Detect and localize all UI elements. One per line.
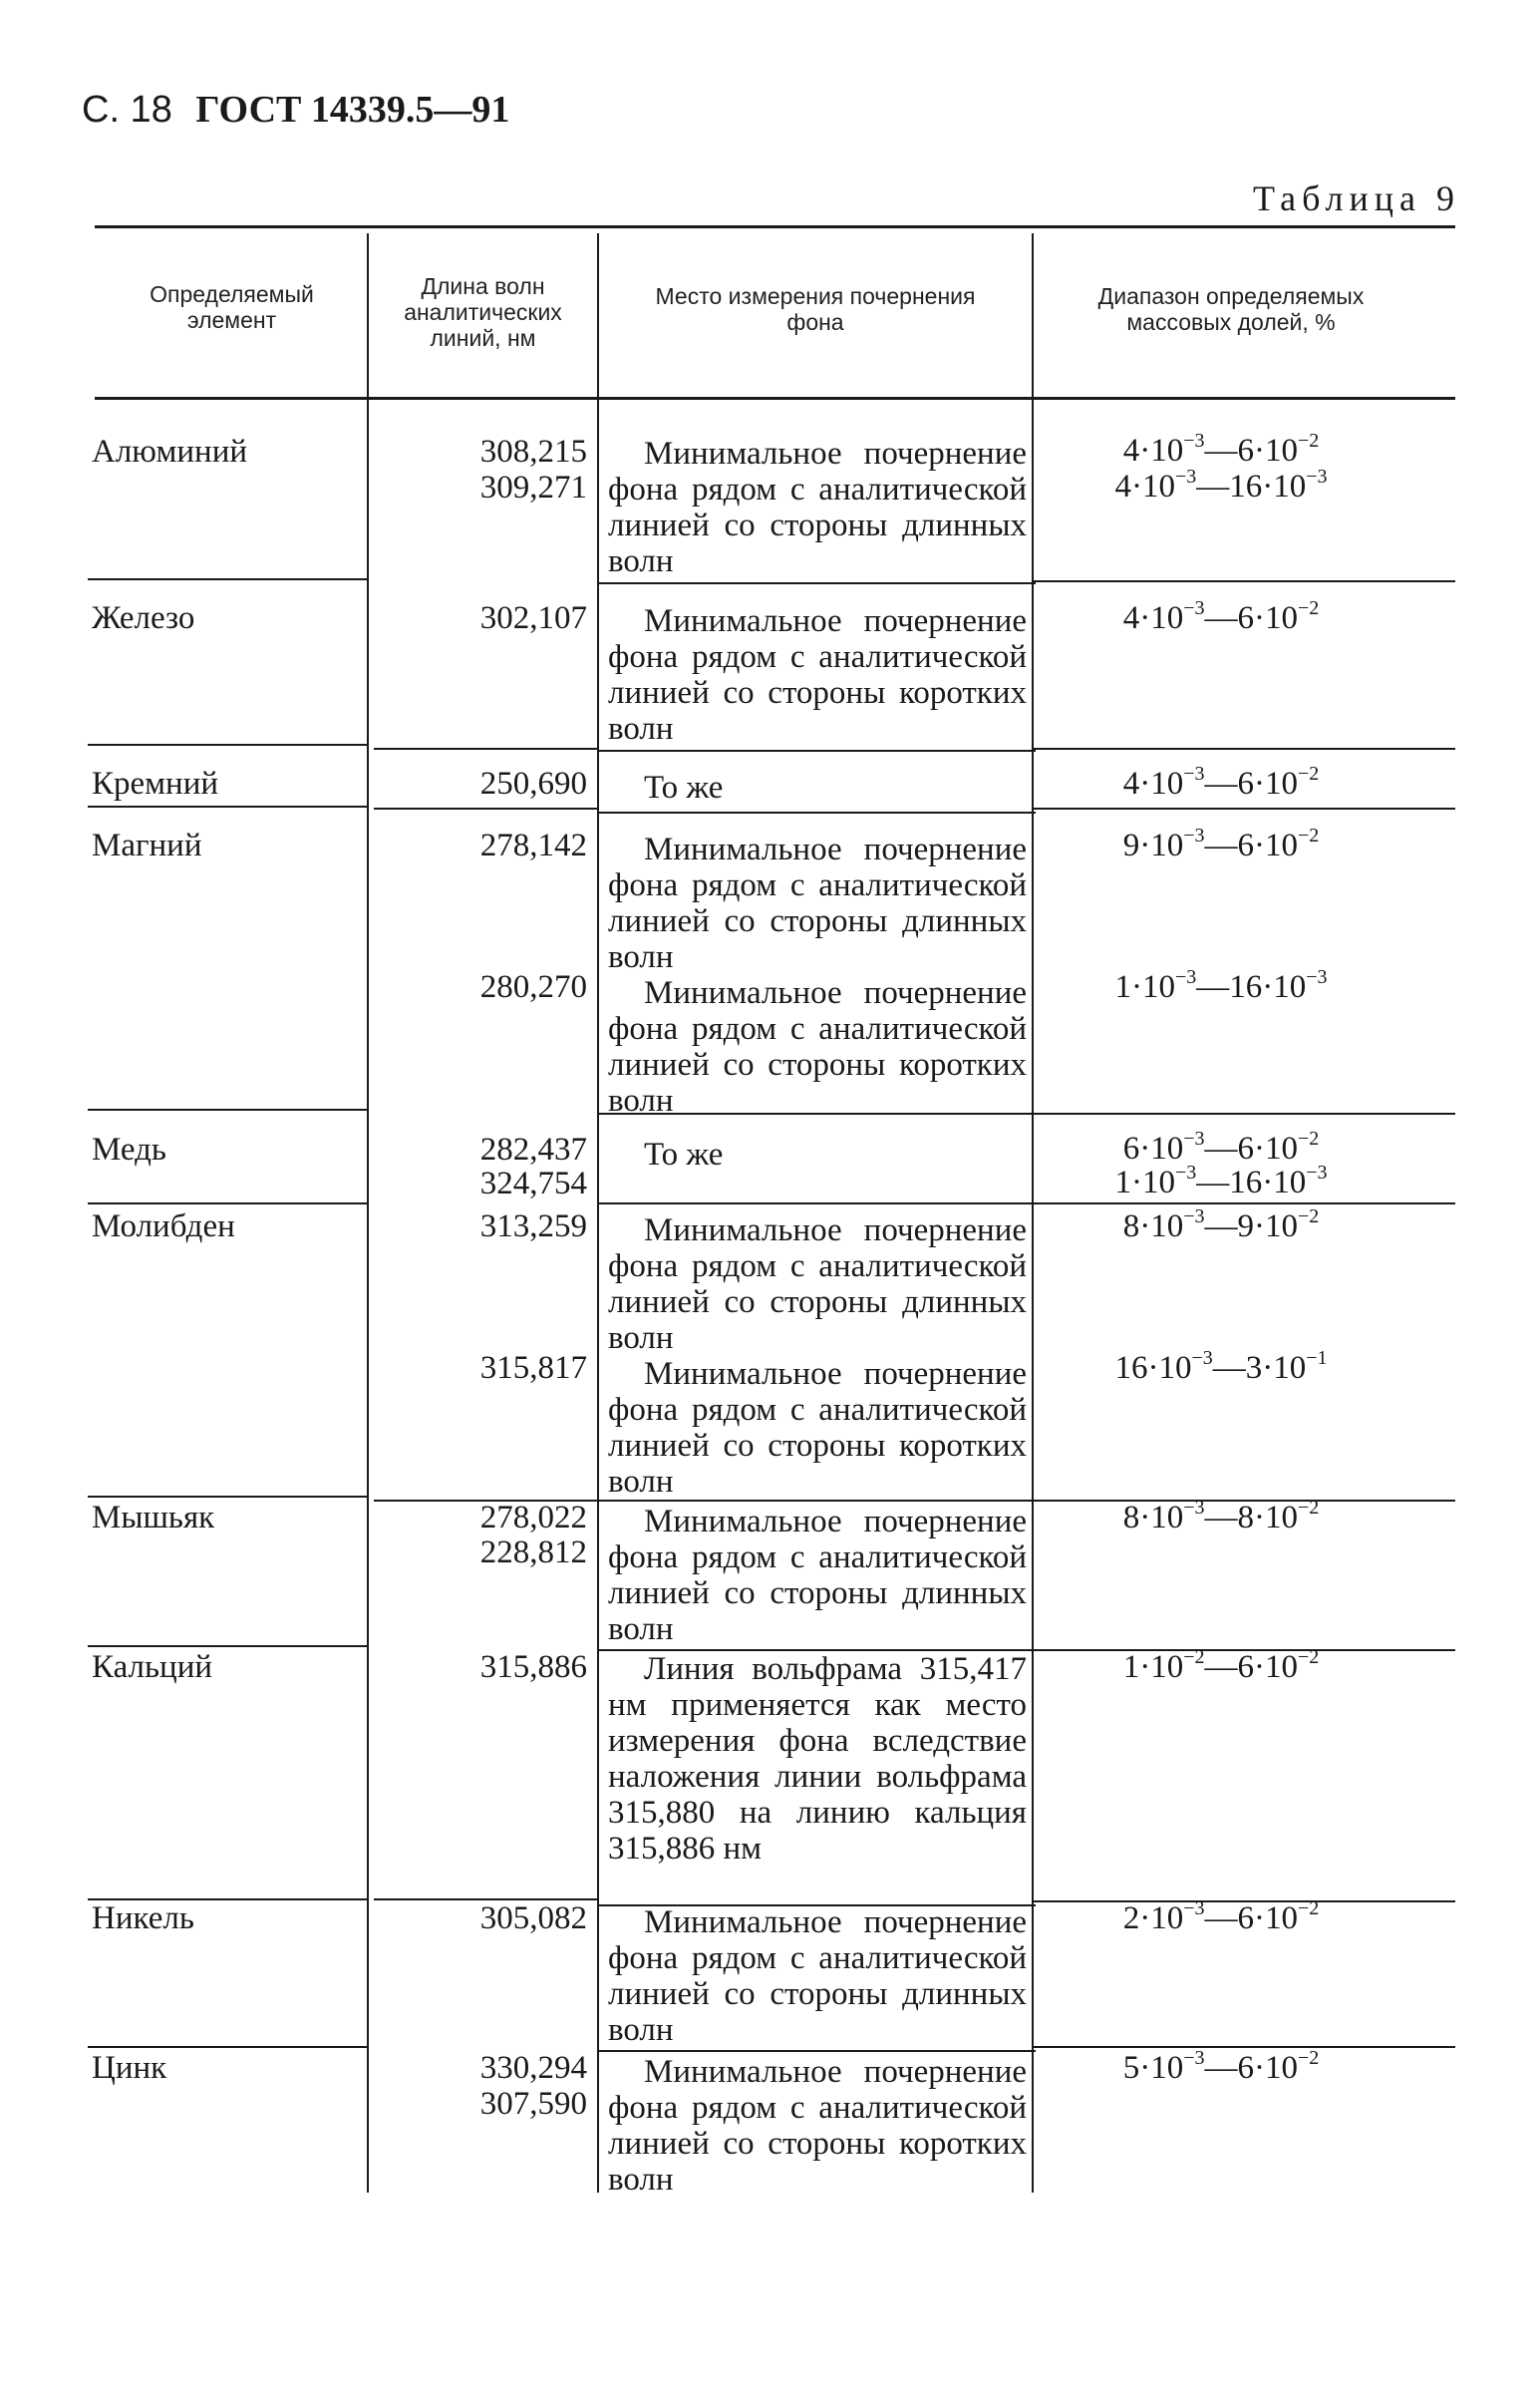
wavelength: 282,437 [479, 1132, 587, 1168]
wavelength: 278,142 [479, 828, 587, 863]
wavelength: 302,107 [479, 600, 587, 636]
range-value: $6\cdot 10^{-3}—6\cdot 10^{-2}$ [1122, 1128, 1320, 1167]
background-description: Минимальное почернение фона рядом с аналитической линией со стороны длинных волн [608, 1904, 1027, 2048]
element-name: Магний [92, 828, 202, 863]
table-caption: Таблица 9 [1253, 178, 1460, 218]
wavelength: 278,022 [479, 1500, 587, 1535]
row-separator [88, 578, 369, 580]
element-name: Алюминий [92, 434, 248, 470]
background-description: Минимальное почернение фона рядом с аналитической линией со стороны длинных волн Минимальное почернение фона рядом с аналитической линией со стороны коротких волн [608, 1212, 1027, 1500]
row-separator [597, 2050, 1036, 2052]
range-value: $8\cdot 10^{-3}—9\cdot 10^{-2}$ [1122, 1205, 1320, 1244]
range-value: $4\cdot 10^{-3}—16\cdot 10^{-3}$ [1114, 466, 1328, 505]
wavelength: 228,812 [479, 1534, 587, 1570]
table-top-rule [95, 225, 1455, 228]
row-separator [1032, 1113, 1455, 1115]
row-separator [88, 2046, 369, 2048]
background-description: Минимальное почернение фона рядом с аналитической линией со стороны длинных волн Минимальное почернение фона рядом с аналитической линией со стороны коротких волн [608, 832, 1027, 1119]
background-description: То же [644, 1137, 724, 1173]
page-number: С. 18 [82, 89, 172, 131]
row-separator [1032, 808, 1455, 810]
row-separator [374, 748, 598, 750]
column-header-wavelength: Длина волн аналитических линий, нм [404, 273, 562, 351]
row-separator [88, 1109, 369, 1111]
background-description: Минимальное почернение фона рядом с аналитической линией со стороны коротких волн [608, 2054, 1027, 2198]
wavelength: 305,082 [479, 1900, 587, 1936]
row-separator [88, 1202, 369, 1204]
background-description: Минимальное почернение фона рядом с аналитической линией со стороны длинных волн [608, 1504, 1027, 1647]
wavelength: 315,817 [479, 1350, 587, 1386]
column-header-background: Место измерения почернения фона [655, 283, 976, 335]
row-separator [88, 1496, 369, 1498]
range-value: $16\cdot 10^{-3}—3\cdot 10^{-1}$ [1114, 1347, 1328, 1386]
page-header [82, 88, 509, 132]
wavelength: 313,259 [479, 1208, 587, 1244]
wavelength: 280,270 [479, 969, 587, 1005]
range-value: $4\cdot 10^{-3}—6\cdot 10^{-2}$ [1122, 430, 1320, 469]
wavelength: 307,590 [479, 2086, 587, 2122]
element-name: Мышьяк [92, 1500, 215, 1535]
wavelength: 308,215 [479, 434, 587, 470]
element-name: Медь [92, 1132, 166, 1168]
range-value: $5\cdot 10^{-3}—6\cdot 10^{-2}$ [1122, 2047, 1320, 2086]
document-code: ГОСТ 14339.5—91 [195, 89, 510, 131]
range-value: $4\cdot 10^{-3}—6\cdot 10^{-2}$ [1122, 597, 1320, 636]
element-name: Никель [92, 1900, 194, 1936]
column-divider [1032, 233, 1034, 2193]
element-name: Молибден [92, 1208, 235, 1244]
row-separator [88, 806, 369, 808]
row-separator [597, 750, 1036, 752]
row-separator [88, 744, 369, 746]
range-value: $1\cdot 10^{-3}—16\cdot 10^{-3}$ [1114, 1162, 1328, 1200]
background-description: Минимальное почернение фона рядом с аналитической линией со стороны длинных волн [608, 436, 1027, 579]
element-name: Цинк [92, 2050, 167, 2086]
background-description: То же [644, 770, 724, 806]
row-separator [597, 582, 1036, 584]
row-separator [597, 1500, 1036, 1502]
wavelength: 250,690 [479, 766, 587, 802]
wavelength: 324,754 [479, 1166, 587, 1201]
background-description: Минимальное почернение фона рядом с аналитической линией со стороны коротких волн [608, 603, 1027, 747]
wavelength: 330,294 [479, 2050, 587, 2086]
row-separator [1032, 748, 1455, 750]
range-value: $9\cdot 10^{-3}—6\cdot 10^{-2}$ [1122, 825, 1320, 863]
row-separator [374, 808, 598, 810]
element-name: Кальций [92, 1649, 213, 1685]
element-name: Кремний [92, 766, 219, 802]
wavelength: 315,886 [479, 1649, 587, 1685]
range-value: $1\cdot 10^{-2}—6\cdot 10^{-2}$ [1122, 1646, 1320, 1685]
row-separator [1032, 1202, 1455, 1204]
element-name: Железо [92, 600, 195, 636]
range-value: $1\cdot 10^{-3}—16\cdot 10^{-3}$ [1114, 966, 1328, 1005]
row-separator [1032, 580, 1455, 582]
column-header-range: Диапазон определяемых массовых долей, % [1097, 283, 1365, 335]
background-description: Линия вольфрама 315,417 нм применяется как место измерения фона вследствие наложения линии вольфрама 315,880 на линию кальция 315,886 нм [608, 1651, 1027, 1867]
range-value: $8\cdot 10^{-3}—8\cdot 10^{-2}$ [1122, 1497, 1320, 1535]
row-separator [88, 1645, 369, 1647]
row-separator [597, 812, 1036, 814]
range-value: $2\cdot 10^{-3}—6\cdot 10^{-2}$ [1122, 1897, 1320, 1936]
row-separator [597, 1202, 1036, 1204]
wavelength: 309,271 [479, 470, 587, 506]
row-separator [1032, 2046, 1455, 2048]
header-bottom-rule [95, 397, 1455, 400]
range-value: $4\cdot 10^{-3}—6\cdot 10^{-2}$ [1122, 763, 1320, 802]
column-header-element: Определяемый элемент [150, 281, 314, 333]
